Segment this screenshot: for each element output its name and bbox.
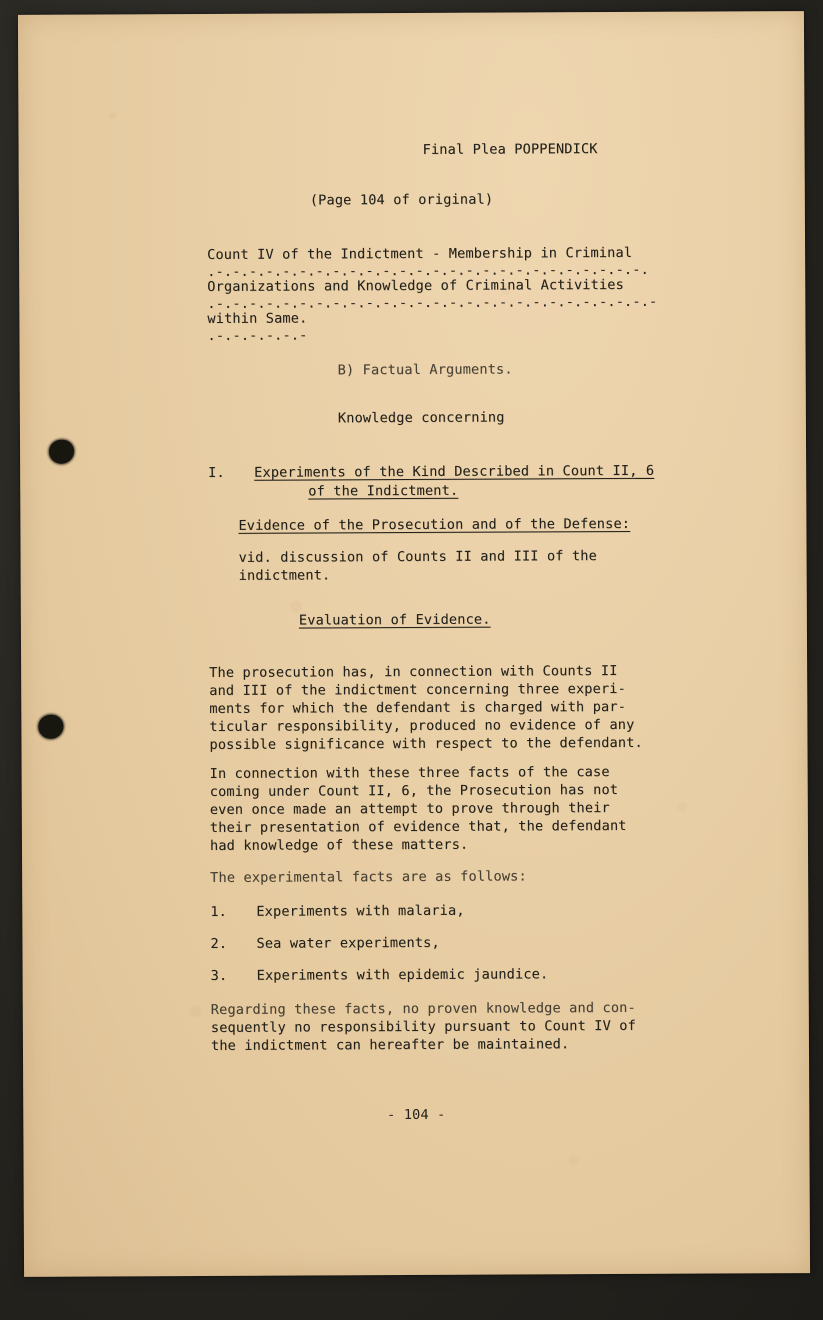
page-number: - 104 - — [387, 1106, 446, 1124]
vid-reference-line-1: vid. discussion of Counts II and III of the — [238, 548, 597, 566]
paragraph-three-line-1: Regarding these facts, no proven knowledge and con- — [210, 999, 636, 1018]
list-item-3-text: Experiments with epidemic jaundice. — [256, 966, 549, 984]
count-heading-line-2: Organizations and Knowledge of Criminal Activities — [207, 276, 625, 296]
paragraph-three-line-2: sequently no responsibility pursuant to Count IV of — [210, 1017, 636, 1036]
evidence-heading: Evidence of the Prosecution and of the Defense: — [238, 515, 631, 534]
paragraph-one-line-1: The prosecution has, in connection with Counts II — [209, 663, 618, 682]
count-heading-rule-2: .-.-.-.-.-.-.-.-.-.-.-.-.-.-.-.-.-.-.-.-.-.-.-.-.-.-.- — [207, 293, 658, 313]
paragraph-one-line-3: ments for which the defendant is charged with par- — [209, 698, 627, 718]
document-page — [18, 11, 810, 1277]
list-intro-line: The experimental facts are as follows: — [210, 868, 527, 886]
list-item-2-text: Sea water experiments, — [256, 934, 440, 952]
list-item-1-text: Experiments with malaria, — [256, 902, 465, 920]
count-heading-rule-3: .-.-.-.-.-.- — [207, 327, 308, 345]
count-heading-rule-1: .-.-.-.-.-.-.-.-.-.-.-.-.-.-.-.-.-.-.-.-.-.-.-.-.-.-. — [207, 261, 649, 281]
list-item-1-number: 1. — [210, 903, 228, 920]
paragraph-three-line-3: the indictment can hereafter be maintained. — [210, 1036, 570, 1054]
paragraph-two-line-1: In connection with these three facts of the case — [209, 764, 610, 783]
item-one-title-line-1: Experiments of the Kind Described in Count II, 6 — [254, 462, 655, 481]
paragraph-one-line-5: possible significance with respect to the defendant. — [209, 734, 643, 754]
item-one-title-line-2: of the Indictment. — [308, 482, 459, 500]
source-page-note: (Page 104 of original) — [309, 191, 494, 209]
document-header-title: Final Plea POPPENDICK — [422, 141, 598, 158]
paragraph-one-line-4: ticular responsibility, produced no evidence of any — [209, 716, 635, 736]
list-item-2-number: 2. — [210, 935, 228, 952]
paragraph-two-line-5: had knowledge of these matters. — [209, 836, 469, 854]
paragraph-one-line-2: and III of the indictment concerning three experi- — [209, 680, 626, 700]
paragraph-two-line-3: even once made an attempt to prove through their — [209, 800, 610, 818]
evaluation-of-evidence-heading: Evaluation of Evidence. — [298, 611, 491, 629]
item-one-numeral: I. — [208, 464, 225, 482]
knowledge-concerning-line: Knowledge concerning — [337, 409, 505, 427]
list-item-3-number: 3. — [210, 967, 228, 984]
paragraph-two-line-2: coming under Count II, 6, the Prosecution has not — [209, 782, 619, 800]
section-b-heading: B) Factual Arguments. — [337, 361, 513, 379]
paragraph-two-line-4: their presentation of evidence that, the defendant — [209, 817, 627, 836]
count-heading-line-1: Count IV of the Indictment - Membership in Criminal — [207, 244, 633, 264]
typed-text-block — [18, 11, 810, 1277]
vid-reference-line-2: indictment. — [238, 567, 331, 584]
count-heading-line-3: within Same. — [207, 310, 308, 328]
